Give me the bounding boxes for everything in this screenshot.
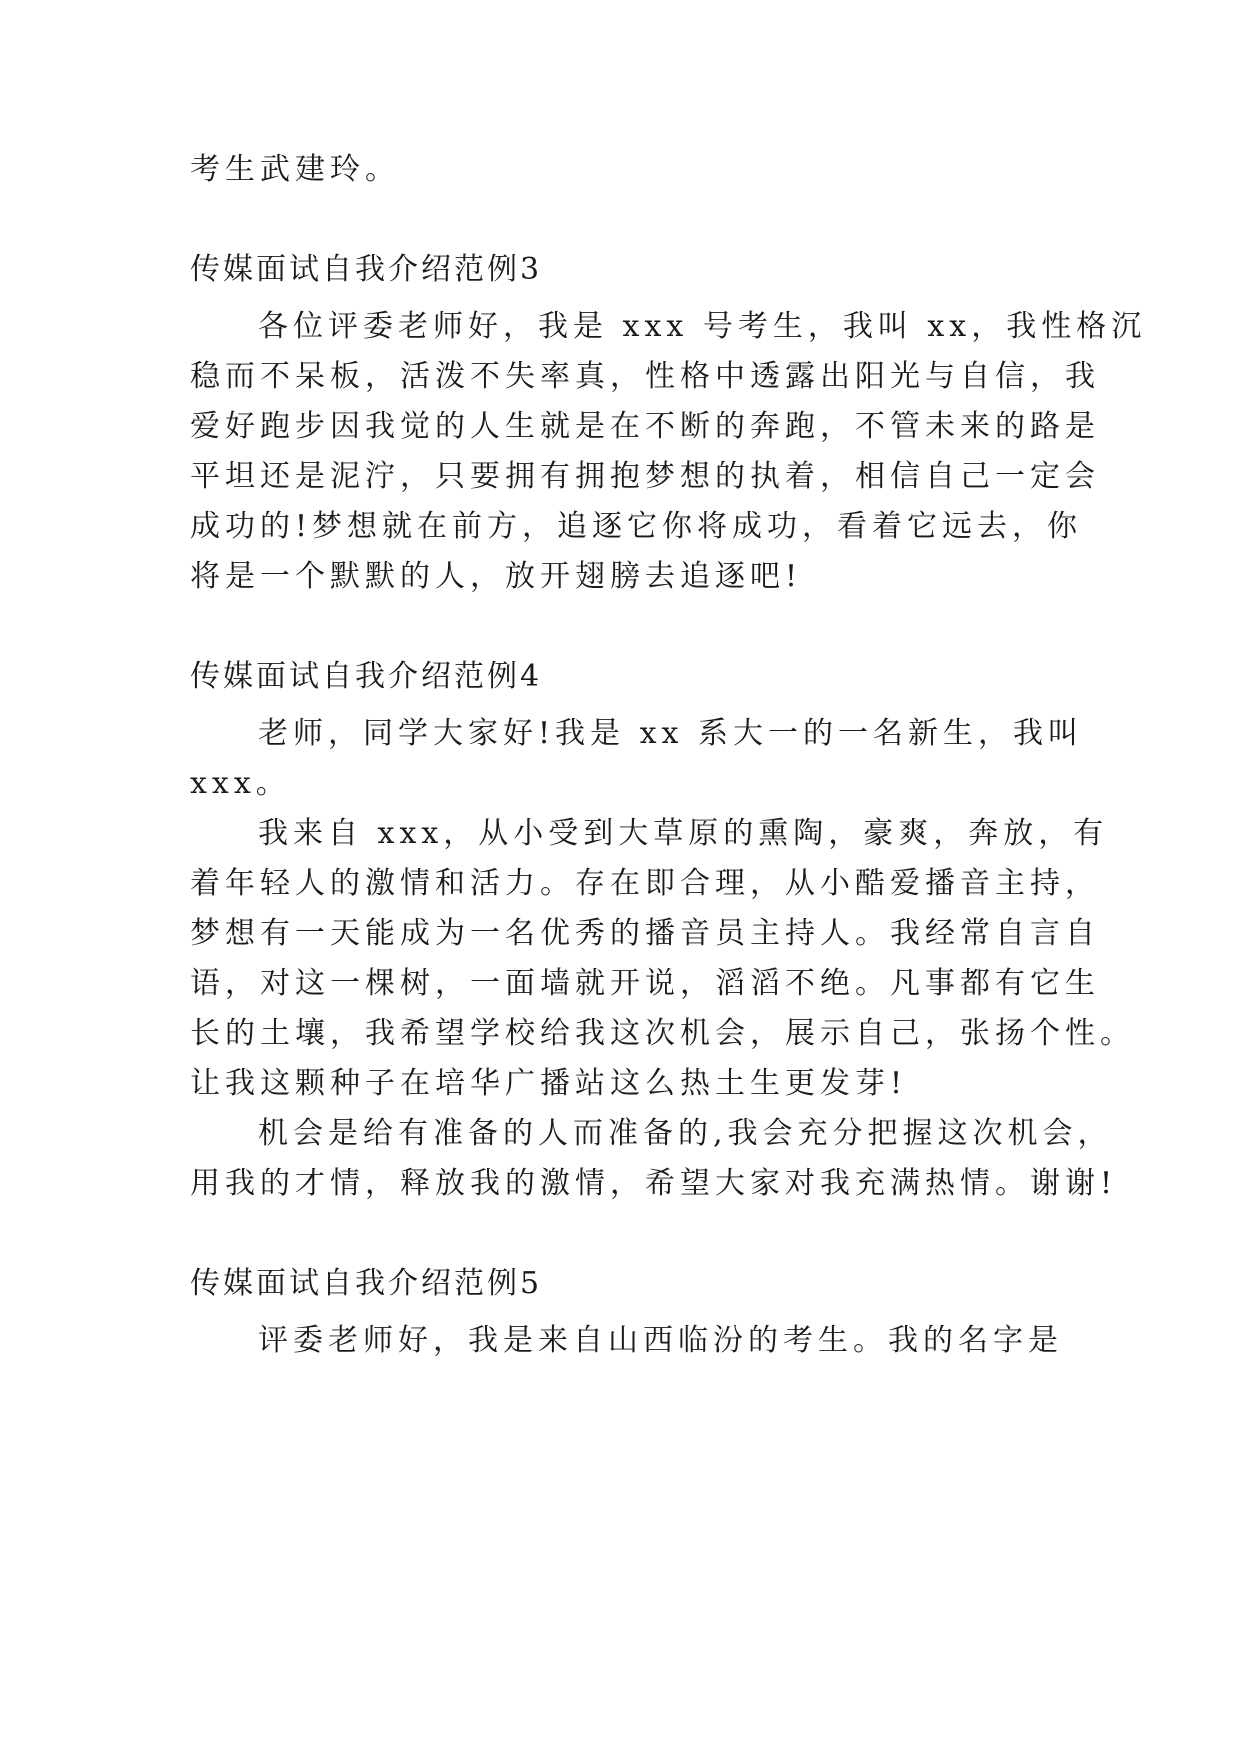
body-text-line: 着年轻人的激情和活力。存在即合理，从小酷爱播音主持， (190, 866, 1100, 901)
body-text-line: 成功的!梦想就在前方，追逐它你将成功，看着它远去，你 (190, 509, 1083, 544)
body-text-line: 爱好跑步因我觉的人生就是在不断的奔跑，不管未来的路是 (190, 409, 1100, 444)
body-text-line: 语，对这一棵树，一面墙就开说，滔滔不绝。凡事都有它生 (190, 966, 1100, 1001)
section-heading-5: 传媒面试自我介绍范例5 (190, 1266, 543, 1301)
body-text-line: 让我这颗种子在培华广播站这么热土生更发芽! (190, 1066, 908, 1101)
body-text-line: 用我的才情，释放我的激情，希望大家对我充满热情。谢谢! (190, 1166, 1118, 1201)
section-heading-4: 传媒面试自我介绍范例4 (190, 659, 543, 694)
body-text-line: 机会是给有准备的人而准备的,我会充分把握这次机会， (258, 1116, 1113, 1151)
body-text-line: 将是一个默默的人，放开翅膀去追逐吧! (190, 559, 803, 594)
body-text-line: 平坦还是泥泞，只要拥有拥抱梦想的执着，相信自己一定会 (190, 459, 1100, 494)
body-text-line: 稳而不呆板，活泼不失率真，性格中透露出阳光与自信，我 (190, 359, 1100, 394)
body-text-line: 评委老师好，我是来自山西临汾的考生。我的名字是 (258, 1323, 1063, 1358)
body-text-line: 长的土壤，我希望学校给我这次机会，展示自己，张扬个性。 (190, 1016, 1135, 1051)
body-text-line: xxx。 (190, 766, 291, 801)
body-text-line: 我来自 xxx，从小受到大草原的熏陶，豪爽，奔放，有 (258, 816, 1109, 851)
body-text-line: 梦想有一天能成为一名优秀的播音员主持人。我经常自言自 (190, 916, 1100, 951)
body-text-line: 各位评委老师好，我是 xxx 号考生，我叫 xx，我性格沉 (258, 309, 1147, 344)
section-heading-3: 传媒面试自我介绍范例3 (190, 252, 543, 287)
body-text-line: 老师，同学大家好!我是 xx 系大一的一名新生，我叫 (258, 716, 1083, 751)
body-text-line: 考生武建玲。 (190, 152, 400, 187)
